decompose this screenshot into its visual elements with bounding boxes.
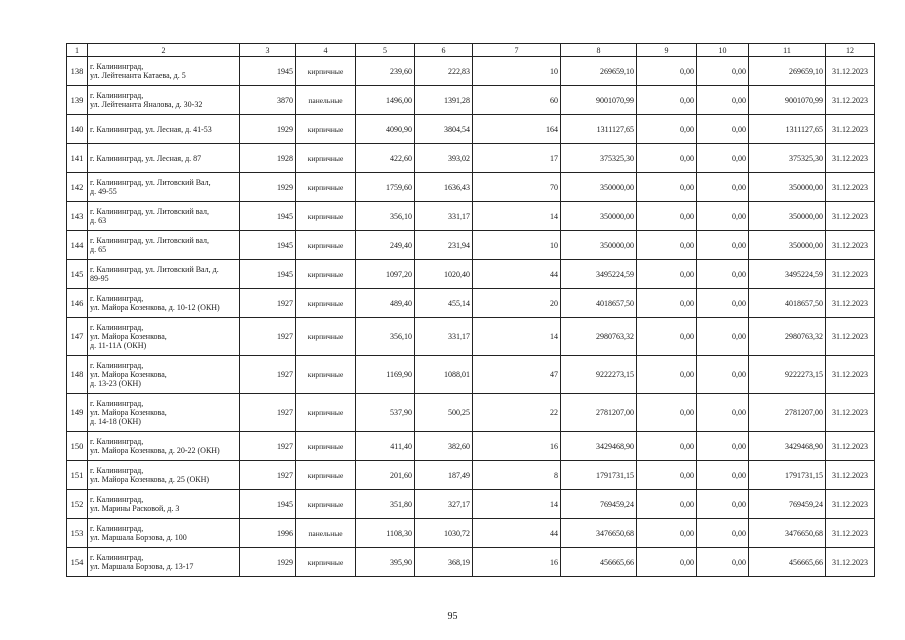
table-row <box>67 519 875 548</box>
fund-cost-cell: 0,00 <box>637 231 697 260</box>
budget-cost-cell: 0,00 <box>697 289 749 318</box>
address-line: д. 14-18 (ОКН) <box>90 417 141 426</box>
living-area-cell: 327,17 <box>415 490 473 519</box>
row-number: 153 <box>67 519 88 548</box>
address-line: д. 65 <box>90 245 107 254</box>
total-area-cell: 356,10 <box>356 202 415 231</box>
deadline-date-cell: 31.12.2023 <box>826 432 875 461</box>
total-cost-cell: 3476650,68 <box>561 519 637 548</box>
living-area-cell: 368,19 <box>415 548 473 577</box>
deadline-date-cell: 31.12.2023 <box>826 231 875 260</box>
address-line: г. Калининград, <box>90 91 144 100</box>
wall-material-cell: кирпичные <box>296 356 356 394</box>
residents-cell: 10 <box>473 231 561 260</box>
deadline-date-cell: 31.12.2023 <box>826 289 875 318</box>
budget-cost-cell: 0,00 <box>697 173 749 202</box>
address-line: г. Калининград, <box>90 62 144 71</box>
column-header-3: 3 <box>240 44 296 57</box>
table-row <box>67 202 875 231</box>
living-area-cell: 3804,54 <box>415 115 473 144</box>
fund-cost-cell: 0,00 <box>637 432 697 461</box>
row-number: 142 <box>67 173 88 202</box>
budget-cost-cell: 0,00 <box>697 490 749 519</box>
address-line: ул. Майора Козенкова, <box>90 370 167 379</box>
address-line: ул. Лейтенанта Катаева, д. 5 <box>90 71 186 80</box>
residents-cell: 22 <box>473 394 561 432</box>
budget-cost-cell: 0,00 <box>697 519 749 548</box>
wall-material-cell: кирпичные <box>296 144 356 173</box>
wall-material-cell: кирпичные <box>296 115 356 144</box>
deadline-date-cell: 31.12.2023 <box>826 173 875 202</box>
total-area-cell: 249,40 <box>356 231 415 260</box>
total-area-cell: 351,80 <box>356 490 415 519</box>
table-row <box>67 461 875 490</box>
budget-cost-cell: 0,00 <box>697 394 749 432</box>
housing-register-table <box>66 43 875 577</box>
address-line: ул. Майора Козенкова, д. 10-12 (ОКН) <box>90 303 220 312</box>
budget-cost-cell: 0,00 <box>697 57 749 86</box>
fund-cost-cell: 0,00 <box>637 548 697 577</box>
total-area-cell: 489,40 <box>356 289 415 318</box>
address-cell <box>88 144 240 173</box>
row-number: 150 <box>67 432 88 461</box>
deadline-date-cell: 31.12.2023 <box>826 260 875 289</box>
living-area-cell: 1636,43 <box>415 173 473 202</box>
fund-cost-cell: 0,00 <box>637 289 697 318</box>
row-number: 147 <box>67 318 88 356</box>
year-cell: 1928 <box>240 144 296 173</box>
total-cost-cell: 3495224,59 <box>561 260 637 289</box>
budget-cost-cell: 0,00 <box>697 231 749 260</box>
living-area-cell: 231,94 <box>415 231 473 260</box>
fund-cost-cell: 0,00 <box>637 490 697 519</box>
budget-cost-cell: 0,00 <box>697 144 749 173</box>
residents-cell: 60 <box>473 86 561 115</box>
total-cost-cell: 3429468,90 <box>561 432 637 461</box>
column-header-5: 5 <box>356 44 415 57</box>
deadline-date-cell: 31.12.2023 <box>826 202 875 231</box>
address-line: г. Калининград, ул. Литовский вал, <box>90 236 210 245</box>
deadline-date-cell: 31.12.2023 <box>826 394 875 432</box>
owners-cost-cell: 3495224,59 <box>749 260 826 289</box>
row-number: 140 <box>67 115 88 144</box>
total-area-cell: 201,60 <box>356 461 415 490</box>
table-row <box>67 260 875 289</box>
fund-cost-cell: 0,00 <box>637 260 697 289</box>
address-cell <box>88 356 240 394</box>
year-cell: 1929 <box>240 173 296 202</box>
year-cell: 1929 <box>240 548 296 577</box>
address-cell <box>88 173 240 202</box>
column-header-12: 12 <box>826 44 875 57</box>
owners-cost-cell: 3429468,90 <box>749 432 826 461</box>
total-cost-cell: 350000,00 <box>561 173 637 202</box>
residents-cell: 8 <box>473 461 561 490</box>
fund-cost-cell: 0,00 <box>637 519 697 548</box>
budget-cost-cell: 0,00 <box>697 432 749 461</box>
deadline-date-cell: 31.12.2023 <box>826 461 875 490</box>
row-number: 154 <box>67 548 88 577</box>
fund-cost-cell: 0,00 <box>637 86 697 115</box>
address-line: г. Калининград, ул. Лесная, д. 87 <box>90 153 202 163</box>
wall-material-cell: кирпичные <box>296 432 356 461</box>
table-row <box>67 548 875 577</box>
deadline-date-cell: 31.12.2023 <box>826 519 875 548</box>
owners-cost-cell: 3476650,68 <box>749 519 826 548</box>
fund-cost-cell: 0,00 <box>637 461 697 490</box>
total-cost-cell: 456665,66 <box>561 548 637 577</box>
residents-cell: 16 <box>473 548 561 577</box>
owners-cost-cell: 769459,24 <box>749 490 826 519</box>
total-cost-cell: 1791731,15 <box>561 461 637 490</box>
fund-cost-cell: 0,00 <box>637 144 697 173</box>
deadline-date-cell: 31.12.2023 <box>826 115 875 144</box>
wall-material-cell: кирпичные <box>296 57 356 86</box>
address-line: д. 49-55 <box>90 187 117 196</box>
address-cell <box>88 548 240 577</box>
address-line: ул. Майора Козенкова, д. 20-22 (ОКН) <box>90 446 220 455</box>
deadline-date-cell: 31.12.2023 <box>826 490 875 519</box>
total-cost-cell: 1311127,65 <box>561 115 637 144</box>
total-area-cell: 422,60 <box>356 144 415 173</box>
address-line: ул. Марины Расковой, д. 3 <box>90 504 180 513</box>
address-cell <box>88 318 240 356</box>
column-header-7: 7 <box>473 44 561 57</box>
year-cell: 1927 <box>240 356 296 394</box>
residents-cell: 44 <box>473 260 561 289</box>
row-number: 141 <box>67 144 88 173</box>
wall-material-cell: кирпичные <box>296 490 356 519</box>
table-row <box>67 289 875 318</box>
owners-cost-cell: 350000,00 <box>749 231 826 260</box>
owners-cost-cell: 9001070,99 <box>749 86 826 115</box>
deadline-date-cell: 31.12.2023 <box>826 144 875 173</box>
address-cell <box>88 490 240 519</box>
total-area-cell: 537,90 <box>356 394 415 432</box>
year-cell: 1927 <box>240 461 296 490</box>
total-area-cell: 239,60 <box>356 57 415 86</box>
address-line: г. Калининград, <box>90 495 144 504</box>
address-line: г. Калининград, <box>90 553 144 562</box>
table-row <box>67 318 875 356</box>
residents-cell: 44 <box>473 519 561 548</box>
living-area-cell: 393,02 <box>415 144 473 173</box>
year-cell: 1927 <box>240 289 296 318</box>
table-row <box>67 57 875 86</box>
year-cell: 1929 <box>240 115 296 144</box>
table-row <box>67 231 875 260</box>
fund-cost-cell: 0,00 <box>637 356 697 394</box>
budget-cost-cell: 0,00 <box>697 260 749 289</box>
total-area-cell: 1169,90 <box>356 356 415 394</box>
address-cell <box>88 289 240 318</box>
address-cell <box>88 519 240 548</box>
year-cell: 1945 <box>240 260 296 289</box>
owners-cost-cell: 1311127,65 <box>749 115 826 144</box>
living-area-cell: 1391,28 <box>415 86 473 115</box>
total-area-cell: 1496,00 <box>356 86 415 115</box>
address-line: д. 13-23 (ОКН) <box>90 379 141 388</box>
total-cost-cell: 375325,30 <box>561 144 637 173</box>
wall-material-cell: кирпичные <box>296 202 356 231</box>
total-cost-cell: 269659,10 <box>561 57 637 86</box>
fund-cost-cell: 0,00 <box>637 318 697 356</box>
column-header-9: 9 <box>637 44 697 57</box>
fund-cost-cell: 0,00 <box>637 57 697 86</box>
owners-cost-cell: 4018657,50 <box>749 289 826 318</box>
budget-cost-cell: 0,00 <box>697 548 749 577</box>
address-line: ул. Маршала Борзова, д. 100 <box>90 533 187 542</box>
owners-cost-cell: 350000,00 <box>749 173 826 202</box>
owners-cost-cell: 269659,10 <box>749 57 826 86</box>
address-line: ул. Маршала Борзова, д. 13-17 <box>90 562 194 571</box>
living-area-cell: 1088,01 <box>415 356 473 394</box>
wall-material-cell: кирпичные <box>296 173 356 202</box>
address-cell <box>88 202 240 231</box>
address-line: г. Калининград, <box>90 294 144 303</box>
year-cell: 1945 <box>240 57 296 86</box>
living-area-cell: 222,83 <box>415 57 473 86</box>
total-cost-cell: 350000,00 <box>561 202 637 231</box>
address-line: г. Калининград, ул. Литовский вал, <box>90 207 210 216</box>
fund-cost-cell: 0,00 <box>637 394 697 432</box>
address-cell <box>88 86 240 115</box>
budget-cost-cell: 0,00 <box>697 356 749 394</box>
owners-cost-cell: 2781207,00 <box>749 394 826 432</box>
residents-cell: 16 <box>473 432 561 461</box>
column-header-4: 4 <box>296 44 356 57</box>
address-line: г. Калининград, <box>90 524 144 533</box>
residents-cell: 17 <box>473 144 561 173</box>
total-area-cell: 1759,60 <box>356 173 415 202</box>
address-line: г. Калининград, <box>90 399 144 408</box>
residents-cell: 14 <box>473 202 561 231</box>
address-line: ул. Майора Козенкова, <box>90 408 167 417</box>
address-line: г. Калининград, <box>90 466 144 475</box>
total-area-cell: 1108,30 <box>356 519 415 548</box>
address-cell <box>88 461 240 490</box>
year-cell: 1927 <box>240 394 296 432</box>
address-line: г. Калининград, <box>90 323 144 332</box>
owners-cost-cell: 1791731,15 <box>749 461 826 490</box>
total-cost-cell: 2980763,32 <box>561 318 637 356</box>
row-number: 143 <box>67 202 88 231</box>
year-cell: 1927 <box>240 318 296 356</box>
table-row <box>67 86 875 115</box>
column-header-1: 1 <box>67 44 88 57</box>
fund-cost-cell: 0,00 <box>637 115 697 144</box>
budget-cost-cell: 0,00 <box>697 202 749 231</box>
residents-cell: 20 <box>473 289 561 318</box>
address-cell <box>88 432 240 461</box>
residents-cell: 164 <box>473 115 561 144</box>
residents-cell: 14 <box>473 490 561 519</box>
column-number-header-row <box>67 44 875 57</box>
living-area-cell: 187,49 <box>415 461 473 490</box>
fund-cost-cell: 0,00 <box>637 173 697 202</box>
total-cost-cell: 2781207,00 <box>561 394 637 432</box>
total-cost-cell: 9001070,99 <box>561 86 637 115</box>
row-number: 138 <box>67 57 88 86</box>
owners-cost-cell: 350000,00 <box>749 202 826 231</box>
address-cell <box>88 260 240 289</box>
address-line: ул. Майора Козенкова, д. 25 (ОКН) <box>90 475 210 484</box>
table-row <box>67 432 875 461</box>
address-line: г. Калининград, <box>90 361 144 370</box>
row-number: 148 <box>67 356 88 394</box>
budget-cost-cell: 0,00 <box>697 86 749 115</box>
living-area-cell: 1030,72 <box>415 519 473 548</box>
deadline-date-cell: 31.12.2023 <box>826 57 875 86</box>
living-area-cell: 455,14 <box>415 289 473 318</box>
year-cell: 1996 <box>240 519 296 548</box>
address-line: ул. Майора Козенкова, <box>90 332 167 341</box>
wall-material-cell: кирпичные <box>296 260 356 289</box>
address-line: г. Калининград, <box>90 437 144 446</box>
fund-cost-cell: 0,00 <box>637 202 697 231</box>
row-number: 145 <box>67 260 88 289</box>
row-number: 151 <box>67 461 88 490</box>
wall-material-cell: кирпичные <box>296 394 356 432</box>
total-cost-cell: 9222273,15 <box>561 356 637 394</box>
column-header-10: 10 <box>697 44 749 57</box>
table-row <box>67 115 875 144</box>
total-area-cell: 1097,20 <box>356 260 415 289</box>
wall-material-cell: панельные <box>296 86 356 115</box>
residents-cell: 70 <box>473 173 561 202</box>
address-line: 89-95 <box>90 274 109 283</box>
year-cell: 1945 <box>240 231 296 260</box>
deadline-date-cell: 31.12.2023 <box>826 318 875 356</box>
owners-cost-cell: 375325,30 <box>749 144 826 173</box>
address-cell <box>88 57 240 86</box>
owners-cost-cell: 9222273,15 <box>749 356 826 394</box>
living-area-cell: 331,17 <box>415 318 473 356</box>
page-number: 95 <box>447 611 458 622</box>
column-header-8: 8 <box>561 44 637 57</box>
row-number: 149 <box>67 394 88 432</box>
total-area-cell: 356,10 <box>356 318 415 356</box>
table-row <box>67 144 875 173</box>
table-row <box>67 356 875 394</box>
living-area-cell: 1020,40 <box>415 260 473 289</box>
row-number: 152 <box>67 490 88 519</box>
total-area-cell: 4090,90 <box>356 115 415 144</box>
wall-material-cell: кирпичные <box>296 231 356 260</box>
deadline-date-cell: 31.12.2023 <box>826 548 875 577</box>
table-row <box>67 173 875 202</box>
address-cell <box>88 394 240 432</box>
owners-cost-cell: 456665,66 <box>749 548 826 577</box>
table-row <box>67 394 875 432</box>
total-cost-cell: 350000,00 <box>561 231 637 260</box>
column-header-2: 2 <box>88 44 240 57</box>
year-cell: 1927 <box>240 432 296 461</box>
wall-material-cell: кирпичные <box>296 461 356 490</box>
address-line: д. 63 <box>90 216 107 225</box>
column-header-11: 11 <box>749 44 826 57</box>
wall-material-cell: панельные <box>296 519 356 548</box>
budget-cost-cell: 0,00 <box>697 318 749 356</box>
total-cost-cell: 4018657,50 <box>561 289 637 318</box>
column-header-6: 6 <box>415 44 473 57</box>
deadline-date-cell: 31.12.2023 <box>826 86 875 115</box>
address-cell <box>88 115 240 144</box>
table-body <box>67 44 875 577</box>
address-line: ул. Лейтенанта Яналова, д. 30-32 <box>90 100 203 109</box>
address-line: г. Калининград, ул. Литовский Вал, <box>90 178 211 187</box>
address-line: г. Калининград, ул. Лесная, д. 41-53 <box>90 124 212 134</box>
budget-cost-cell: 0,00 <box>697 461 749 490</box>
year-cell: 1945 <box>240 490 296 519</box>
total-area-cell: 411,40 <box>356 432 415 461</box>
wall-material-cell: кирпичные <box>296 548 356 577</box>
row-number: 144 <box>67 231 88 260</box>
living-area-cell: 382,60 <box>415 432 473 461</box>
wall-material-cell: кирпичные <box>296 318 356 356</box>
row-number: 146 <box>67 289 88 318</box>
address-line: г. Калининград, ул. Литовский Вал, д. <box>90 265 219 274</box>
living-area-cell: 500,25 <box>415 394 473 432</box>
address-line: д. 11-11А (ОКН) <box>90 341 147 350</box>
deadline-date-cell: 31.12.2023 <box>826 356 875 394</box>
address-cell <box>88 231 240 260</box>
total-area-cell: 395,90 <box>356 548 415 577</box>
residents-cell: 14 <box>473 318 561 356</box>
owners-cost-cell: 2980763,32 <box>749 318 826 356</box>
year-cell: 3870 <box>240 86 296 115</box>
wall-material-cell: кирпичные <box>296 289 356 318</box>
budget-cost-cell: 0,00 <box>697 115 749 144</box>
residents-cell: 10 <box>473 57 561 86</box>
row-number: 139 <box>67 86 88 115</box>
total-cost-cell: 769459,24 <box>561 490 637 519</box>
year-cell: 1945 <box>240 202 296 231</box>
residents-cell: 47 <box>473 356 561 394</box>
table-row <box>67 490 875 519</box>
living-area-cell: 331,17 <box>415 202 473 231</box>
